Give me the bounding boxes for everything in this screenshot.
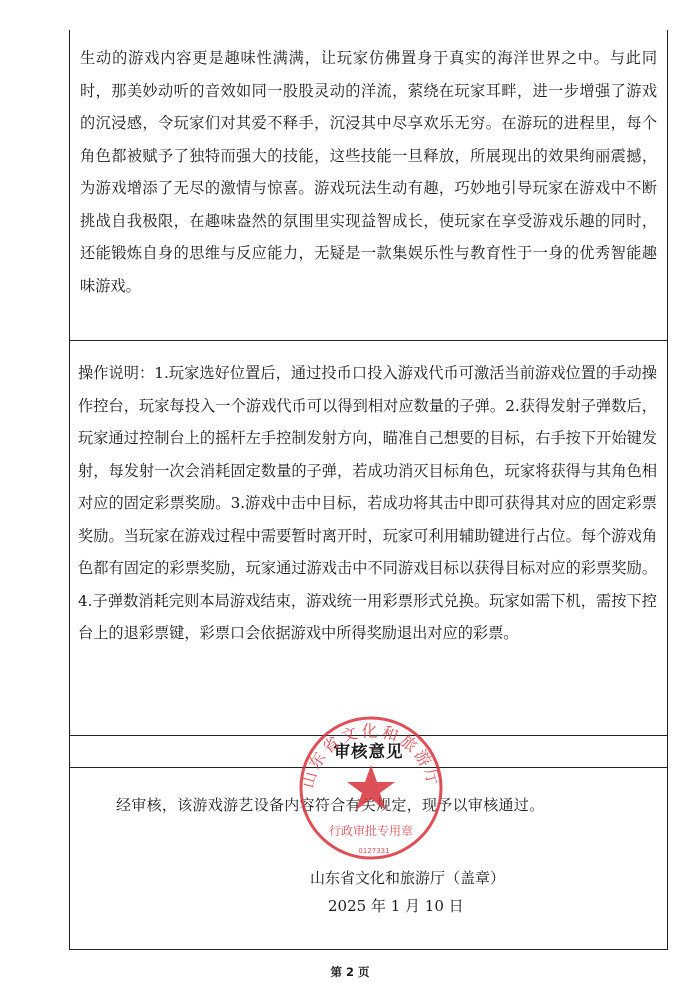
review-signer: 山东省文化和旅游厅（盖章） <box>310 869 506 887</box>
review-date: 2025 年 1 月 10 日 <box>328 897 464 915</box>
seal-bottom-text: 行政审批专用章 <box>328 824 414 838</box>
seal-ring-text: 山东省文化和旅游厅 <box>297 721 445 790</box>
page-number: 第 2 页 <box>330 965 370 979</box>
seal-star-icon <box>347 765 395 810</box>
operation-instructions-text: 操作说明：1.玩家选好位置后，通过投币口投入游戏代币可激活当前游戏位置的手动操作控台，玩家每投入一个游戏代币可以得到相对应数量的子弹。2.获得发射子弹数后，玩家通过控制台上的摇杆左手控制发射方向，瞄准自己想要的目标，右手按下开始键发射，每发射一次会消耗固定数量的子弹，若成功消灭目标角色，玩家将获得与其角色相对应的固定彩票奖励。3.游戏中击中目标，若成功将其击中即可获得其对应的固定彩票奖励。当玩家在游戏过程中需要暂时离开时，玩家可利用辅助键进行占位。每个游戏角色都有固定的彩票奖励，玩家通过游戏击中不同游戏目标以获得目标对应的彩票奖励。4.子弹数消耗完则本局游戏结束，游戏统一用彩票形式兑换。玩家如需下机，需按下控台上的退彩票键，彩票口会依据游戏中所得奖励退出对应的彩票。 <box>78 364 657 642</box>
seal-serial: 0127331 <box>358 847 390 855</box>
review-opinion-text: 经审核，该游戏游艺设备内容符合有关规定，现予以审核通过。 <box>116 796 545 814</box>
game-description-cell <box>70 30 667 341</box>
official-seal <box>296 713 446 863</box>
game-description-text: 生动的游戏内容更是趣味性满满，让玩家仿佛置身于真实的海洋世界之中。与此同时，那美妙动听的音效如同一股股灵动的洋流，萦绕在玩家耳畔，进一步增强了游戏的沉浸感，令玩家们对其爱不释手，沉浸其中尽享欢乐无穷。在游玩的进程里，每个角色都被赋予了独特而强大的技能，这些技能一旦释放，所展现出的效果绚丽震撼，为游戏增添了无尽的激情与惊喜。游戏玩法生动有趣，巧妙地引导玩家在游戏中不断挑战自我极限，在趣味盎然的氛围里实现益智成长，使玩家在享受游戏乐趣的同时，还能锻炼自身的思维与反应能力，无疑是一款集娱乐性与教育性于一身的优秀智能趣味游戏。 <box>80 49 657 295</box>
review-heading: 审核意见 <box>70 736 667 768</box>
operation-instructions-cell <box>70 341 667 736</box>
